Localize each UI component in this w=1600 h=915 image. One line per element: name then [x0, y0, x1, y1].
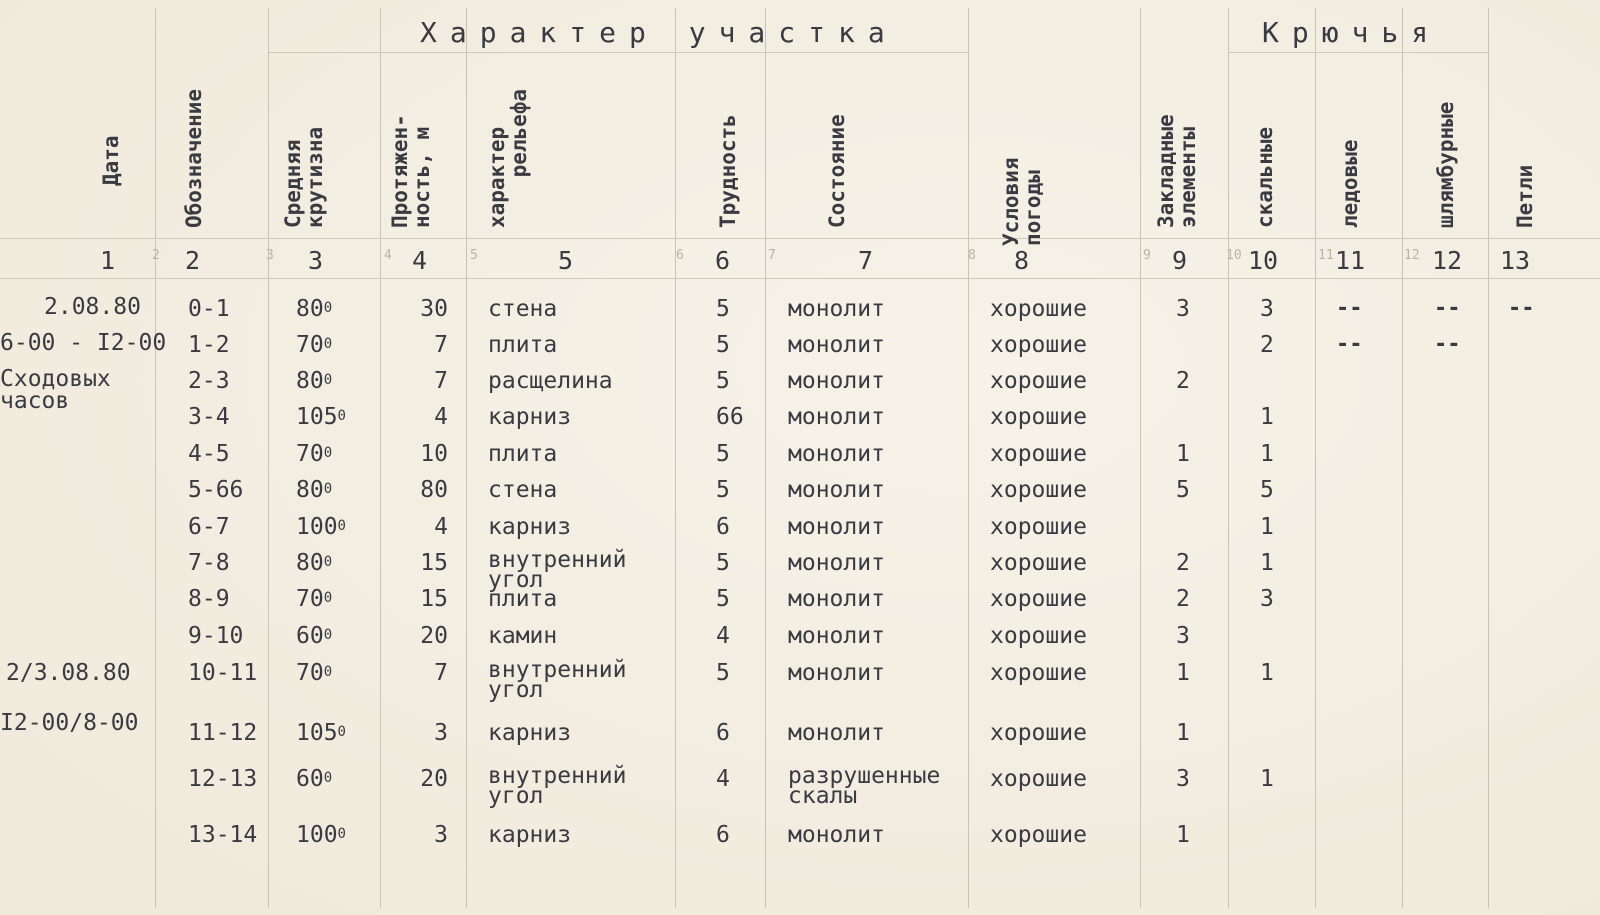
date-2: 2/3.08.80: [6, 660, 131, 686]
cell-chocks: 3: [1176, 623, 1190, 649]
cell-weather: хорошие: [990, 766, 1087, 792]
column-number: 12: [1432, 246, 1463, 275]
cell-len: 10: [420, 441, 448, 467]
cell-relief: карниз: [488, 404, 572, 430]
col-title-designation: Обозначение: [182, 88, 206, 228]
cell-relief: стена: [488, 296, 558, 322]
cell-cond: монолит: [788, 368, 885, 394]
cell-chocks: 1: [1176, 720, 1190, 746]
col-title-bolt-hooks: шлямбурные: [1434, 101, 1458, 228]
cell-cond: монолит: [788, 822, 885, 848]
cell-steep: $105^0$: [296, 720, 346, 746]
pencil-mark: 3: [266, 248, 274, 263]
cell-steep: $100^0$: [296, 514, 346, 540]
column-number: 2: [185, 246, 201, 275]
column-number: 9: [1172, 246, 1188, 275]
cell-seg: 0-1: [188, 296, 230, 322]
column-rule: [1402, 8, 1403, 908]
cell-weather: хорошие: [990, 550, 1087, 576]
header-rule: [1228, 52, 1488, 53]
cell-cond: разрушенные скалы: [788, 763, 941, 809]
cell-steep: $60^0$: [296, 766, 333, 792]
pencil-mark: 2: [152, 248, 160, 263]
cell-cond: монолит: [788, 332, 885, 358]
group-header-hooks: Крючья: [1262, 16, 1442, 49]
cell-diff: 5: [716, 477, 730, 503]
column-rule: [1228, 8, 1229, 908]
cell-chocks: 3: [1176, 766, 1190, 792]
cell-diff: 6: [716, 822, 730, 848]
cell-seg: 2-3: [188, 368, 230, 394]
cell-diff: 5: [716, 368, 730, 394]
cell-rock: 5: [1260, 477, 1274, 503]
cell-seg: 6-7: [188, 514, 230, 540]
cell-cond: монолит: [788, 441, 885, 467]
cell-cond: монолит: [788, 550, 885, 576]
cell-len: 7: [434, 332, 448, 358]
cell-seg: 13-14: [188, 822, 258, 848]
cell-len: 15: [420, 586, 448, 612]
cell-seg: 5-66: [188, 477, 244, 503]
column-rule: [968, 8, 969, 908]
column-rule: [1140, 8, 1141, 908]
pencil-mark: 7: [768, 248, 776, 263]
date-1-hours: [0, 368, 111, 412]
cell-weather: хорошие: [990, 296, 1087, 322]
cell-weather: хорошие: [990, 586, 1087, 612]
cell-relief: внутренний угол: [488, 657, 627, 703]
col-title-loops: Петли: [1513, 164, 1537, 228]
cell-chocks: 1: [1176, 441, 1190, 467]
col-title-weather: Условия погоды: [999, 157, 1045, 246]
cell-len: 3: [434, 720, 448, 746]
column-number: 6: [715, 246, 731, 275]
cell-seg: 11-12: [188, 720, 258, 746]
cell-cond: монолит: [788, 404, 885, 430]
cell-diff: 5: [716, 296, 730, 322]
cell-loops: --: [1508, 296, 1535, 321]
pencil-mark: 4: [384, 248, 392, 263]
col-title-relief: характер рельефа: [485, 88, 531, 228]
column-rule: [765, 8, 766, 908]
cell-weather: хорошие: [990, 441, 1087, 467]
pencil-mark: 10: [1226, 248, 1242, 263]
cell-chocks: 5: [1176, 477, 1190, 503]
cell-len: 80: [420, 477, 448, 503]
cell-chocks: 1: [1176, 822, 1190, 848]
cell-steep: $70^0$: [296, 586, 333, 612]
cell-relief: внутренний угол: [488, 763, 627, 809]
col-title-length: Протяжен- ность, м: [388, 114, 434, 228]
col-title-ice-hooks: ледовые: [1338, 139, 1362, 228]
cell-chocks: 2: [1176, 586, 1190, 612]
cell-cond: монолит: [788, 477, 885, 503]
cell-cond: монолит: [788, 296, 885, 322]
column-rule: [675, 8, 676, 908]
cell-steep: $80^0$: [296, 477, 333, 503]
cell-ice: --: [1336, 296, 1363, 321]
cell-relief: камин: [488, 623, 558, 649]
cell-weather: хорошие: [990, 477, 1087, 503]
cell-bolt: --: [1434, 332, 1461, 357]
cell-weather: хорошие: [990, 720, 1087, 746]
cell-cond: монолит: [788, 586, 885, 612]
cell-seg: 3-4: [188, 404, 230, 430]
header-rule: [268, 52, 968, 53]
header-rule: [0, 238, 1600, 239]
col-title-difficulty: Трудность: [716, 114, 740, 228]
column-rule: [1315, 8, 1316, 908]
cell-weather: хорошие: [990, 404, 1087, 430]
cell-diff: 6: [716, 514, 730, 540]
cell-rock: 1: [1260, 441, 1274, 467]
column-rule: [155, 8, 156, 908]
cell-chocks: 2: [1176, 550, 1190, 576]
cell-len: 4: [434, 404, 448, 430]
group-header-character: Характер участка: [420, 16, 898, 49]
pencil-mark: 11: [1318, 248, 1334, 263]
cell-rock: 3: [1260, 586, 1274, 612]
cell-rock: 1: [1260, 404, 1274, 430]
column-number: 1: [100, 246, 116, 275]
column-rule: [466, 8, 467, 908]
col-title-rock-hooks: скальные: [1253, 126, 1277, 228]
cell-weather: хорошие: [990, 660, 1087, 686]
cell-seg: 8-9: [188, 586, 230, 612]
cell-relief: плита: [488, 332, 558, 358]
col-title-condition: Состояние: [825, 114, 849, 228]
cell-len: 20: [420, 623, 448, 649]
date-1-hours-line2: часов: [0, 388, 70, 414]
cell-weather: хорошие: [990, 368, 1087, 394]
column-number: 13: [1500, 246, 1531, 275]
cell-seg: 10-11: [188, 660, 258, 686]
cell-diff: 5: [716, 441, 730, 467]
cell-cond: монолит: [788, 660, 885, 686]
cell-steep: $70^0$: [296, 441, 333, 467]
cell-steep: $80^0$: [296, 368, 333, 394]
cell-rock: 2: [1260, 332, 1274, 358]
cell-rock: 1: [1260, 514, 1274, 540]
column-number: 4: [412, 246, 428, 275]
pencil-mark: 12: [1404, 248, 1420, 263]
pencil-mark: 5: [470, 248, 478, 263]
cell-steep: $70^0$: [296, 332, 333, 358]
column-rule: [268, 8, 269, 908]
pencil-mark: 9: [1143, 248, 1151, 263]
cell-chocks: 3: [1176, 296, 1190, 322]
cell-weather: хорошие: [990, 822, 1087, 848]
cell-len: 20: [420, 766, 448, 792]
cell-cond: монолит: [788, 720, 885, 746]
cell-weather: хорошие: [990, 514, 1087, 540]
column-rule: [1488, 8, 1489, 908]
cell-len: 15: [420, 550, 448, 576]
cell-cond: монолит: [788, 514, 885, 540]
cell-diff: 4: [716, 766, 730, 792]
cell-len: 7: [434, 368, 448, 394]
cell-cond: монолит: [788, 623, 885, 649]
date-2-time: I2-00/8-00: [0, 710, 139, 736]
cell-len: 30: [420, 296, 448, 322]
cell-relief: карниз: [488, 822, 572, 848]
cell-len: 4: [434, 514, 448, 540]
cell-bolt: --: [1434, 296, 1461, 321]
header-rule: [0, 278, 1600, 279]
cell-diff: 5: [716, 660, 730, 686]
column-number: 8: [1014, 246, 1030, 275]
column-number: 3: [308, 246, 324, 275]
date-1-hours-line1: Сходовых: [0, 366, 111, 392]
cell-relief: карниз: [488, 514, 572, 540]
date-1-time: 6-00 - I2-00: [0, 330, 167, 356]
cell-diff: 4: [716, 623, 730, 649]
pencil-mark: 8: [968, 248, 976, 263]
cell-steep: $80^0$: [296, 296, 333, 322]
col-title-steepness: Средняя крутизна: [281, 126, 327, 228]
cell-weather: хорошие: [990, 623, 1087, 649]
cell-len: 7: [434, 660, 448, 686]
cell-len: 3: [434, 822, 448, 848]
cell-steep: $105^0$: [296, 404, 346, 430]
cell-diff: 5: [716, 332, 730, 358]
date-1: 2.08.80: [44, 294, 141, 320]
cell-chocks: 1: [1176, 660, 1190, 686]
cell-seg: 4-5: [188, 441, 230, 467]
cell-diff: 5: [716, 550, 730, 576]
cell-relief: расщелина: [488, 368, 613, 394]
column-number: 7: [858, 246, 874, 275]
cell-relief: плита: [488, 586, 558, 612]
cell-diff: 6: [716, 720, 730, 746]
cell-rock: 1: [1260, 766, 1274, 792]
cell-chocks: 2: [1176, 368, 1190, 394]
cell-steep: $70^0$: [296, 660, 333, 686]
cell-relief: внутренний угол: [488, 547, 627, 593]
cell-steep: $100^0$: [296, 822, 346, 848]
cell-relief: плита: [488, 441, 558, 467]
cell-steep: $80^0$: [296, 550, 333, 576]
cell-seg: 9-10: [188, 623, 244, 649]
cell-rock: 1: [1260, 550, 1274, 576]
column-number: 5: [558, 246, 574, 275]
cell-diff: 5: [716, 586, 730, 612]
pencil-mark: 6: [676, 248, 684, 263]
column-rule: [380, 8, 381, 908]
cell-relief: стена: [488, 477, 558, 503]
cell-weather: хорошие: [990, 332, 1087, 358]
cell-seg: 12-13: [188, 766, 258, 792]
col-title-chocks: Закладные элементы: [1154, 114, 1200, 228]
col-title-date: Дата: [99, 135, 123, 186]
cell-seg: 1-2: [188, 332, 230, 358]
cell-rock: 1: [1260, 660, 1274, 686]
column-number: 11: [1335, 246, 1366, 275]
column-number: 10: [1248, 246, 1279, 275]
cell-rock: 3: [1260, 296, 1274, 322]
cell-diff: 66: [716, 404, 744, 430]
cell-steep: $60^0$: [296, 623, 333, 649]
cell-ice: --: [1336, 332, 1363, 357]
cell-relief: карниз: [488, 720, 572, 746]
cell-seg: 7-8: [188, 550, 230, 576]
